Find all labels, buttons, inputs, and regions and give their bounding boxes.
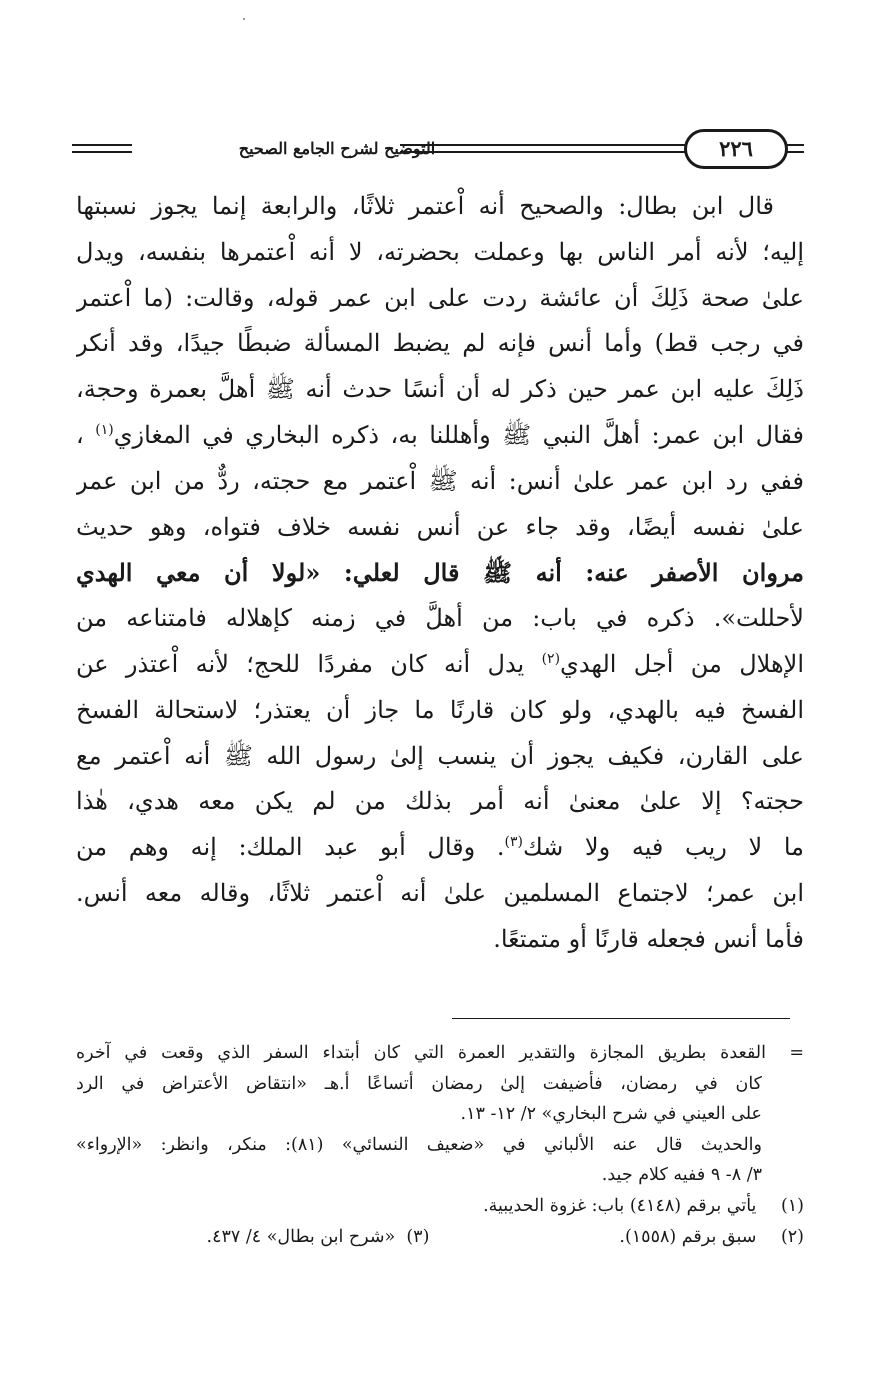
text-line: لأحللت». ذكره في باب: من أهلَّ في زمنه كإهلاله فامتناعه من [76, 604, 804, 633]
scan-speck [243, 18, 245, 20]
footnote-line: على العيني في شرح البخاري» ٢/ ١٢- ١٣. [460, 1104, 762, 1125]
text-line: ففي رد ابن عمر علىٰ أنس: أنه ﷺ اْعتمر مع حجته، ردٌّ من ابن عمر [76, 466, 804, 495]
book-title: التوضيح لشرح الجامع الصحيح [238, 139, 436, 158]
text-segment: ما لا ريب فيه ولا شك [522, 833, 804, 862]
text-line: على القارن، فكيف يجوز أن ينسب إلىٰ رسول الله ﷺ أنه اْعتمر مع [76, 741, 804, 770]
text-segment: يدل أنه كان مفردًا للحج؛ لأنه اْعتذر عن [76, 649, 525, 678]
text-segment: فقال ابن عمر: أهلَّ النبي ﷺ وأهللنا به، ذكره البخاري في المغازي [113, 420, 804, 449]
footnote-marker-3: (٣) [504, 834, 523, 851]
footnote-line: ٣/ ٨- ٩ ففيه كلام جيد. [601, 1165, 762, 1186]
running-header [72, 126, 804, 178]
footnote-text: القعدة بطريق المجازة والتقدير العمرة التي كان أبتداء السفر الذي وقعت في آخره [76, 1043, 766, 1063]
text-line [76, 825, 804, 871]
text-line: الفسخ فيه بالهدي، ولو كان قارنًا ما جاز أن يعتذر؛ لاستحالة الفسخ [76, 695, 804, 724]
text-line: مروان الأصفر عنه: أنه ﷺ قال لعلي: «لولا أن معي الهدي [76, 558, 804, 588]
text-line [76, 413, 804, 459]
footnote-line: والحديث قال عنه الألباني في «ضعيف النسائي» (٨١): منكر، وانظر: «الإرواء» [76, 1134, 762, 1155]
footnote-text: يأتي برقم (٤١٤٨) باب: غزوة الحديبية. [483, 1195, 757, 1216]
footnote-number: (٣) [406, 1226, 430, 1247]
header-rule-left-bottom [72, 151, 132, 153]
text-line: علىٰ نفسه أيضًا، وقد جاء عن أنس نفسه خلاف فتواه، وهو حديث [76, 512, 804, 541]
text-segment: الإهلال من أجل الهدي [560, 649, 804, 678]
continuation-mark: = [789, 1043, 804, 1063]
header-rule-mid-bottom [400, 151, 686, 153]
text-segment: ، [76, 420, 84, 449]
text-line: ابن عمر؛ لاجتماع المسلمين علىٰ أنه اْعتمر ثلاثًا، وقاله معه أنس. [76, 878, 804, 907]
footnote-marker-2: (٢) [541, 650, 561, 667]
text-segment: . وقال أبو عبد الملك: إنه وهم من [76, 833, 505, 862]
text-line: قال ابن بطال: والصحيح أنه اْعتمر ثلاثًا، والرابعة إنما يجوز نسبتها [76, 192, 774, 220]
footnote-text: سبق برقم (١٥٥٨). [619, 1226, 757, 1247]
footnote-separator [452, 1018, 790, 1019]
header-rule-mid-top [400, 144, 686, 146]
text-line: علىٰ صحة ذَلِكَ أن عائشة ردت على ابن عمر قوله، وقالت: (ما اْعتمر [76, 283, 804, 312]
main-text [76, 184, 804, 963]
footnote-line [76, 1222, 804, 1253]
footnotes [76, 1038, 804, 1252]
footnote-marker-1: (١) [95, 421, 114, 438]
header-rule-left-top [72, 144, 132, 146]
text-line: ذَلِكَ عليه ابن عمر حين ذكر له أن أنسًا حدث أنه ﷺ أهلَّ بعمرة وحجة، [76, 375, 804, 404]
header-rule-right-bottom [786, 151, 804, 153]
footnote-line: كان في رمضان، فأضيفت إلىٰ رمضان أتساعًا أ.هـ «انتقاض الأعتراض في الرد [76, 1073, 762, 1094]
footnote-line [76, 1038, 804, 1069]
footnote-text: «شرح ابن بطال» ٤/ ٤٣٧. [206, 1226, 396, 1247]
footnote-number: (٢) [780, 1226, 804, 1247]
page-number: ٢٢٦ [684, 129, 788, 169]
header-rule-right-top [786, 144, 804, 146]
text-line: إليه؛ لأنه أمر الناس بها وعملت بحضرته، لا أنه اْعتمرها بنفسه، ويدل [76, 237, 804, 266]
text-line: في رجب قط) وأما أنس فإنه لم يضبط المسألة ضبطًا جيدًا، وقد أنكر [76, 329, 804, 358]
footnote-line [76, 1191, 804, 1222]
text-line: حجته؟ إلا علىٰ معنىٰ أنه أمر بذلك من لم يكن معه هدي، هٰذا [76, 787, 804, 816]
footnote-number: (١) [780, 1195, 804, 1216]
footnote-inline [206, 1222, 429, 1253]
text-line [76, 642, 804, 688]
text-line: فأما أنس فجعله قارنًا أو متمتعًا. [493, 924, 804, 953]
